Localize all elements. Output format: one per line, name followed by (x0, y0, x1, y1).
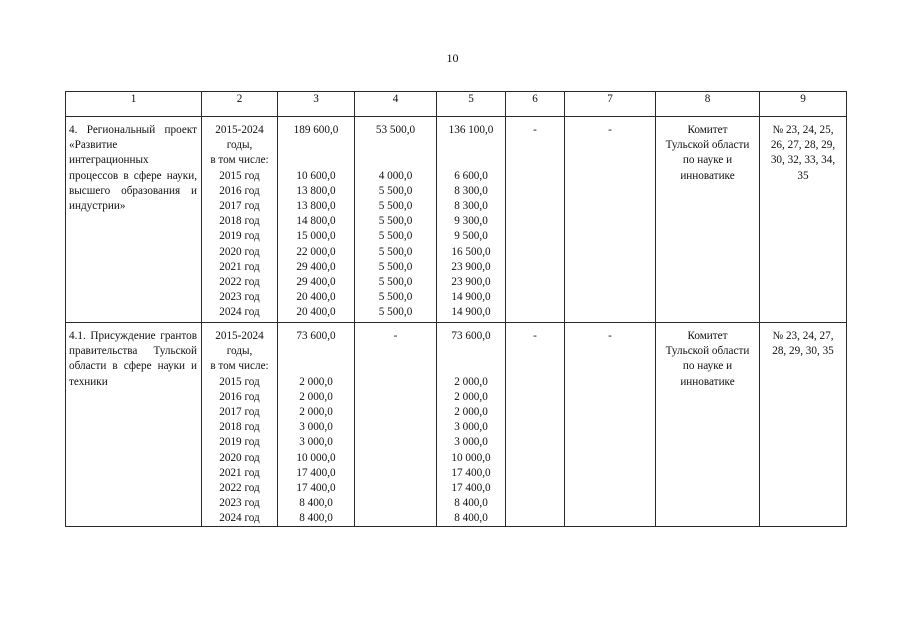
responsible-cell (656, 323, 760, 527)
col3-value: 20 400,0 (296, 306, 336, 319)
year-label: 2023 год (219, 497, 260, 510)
period-cell (202, 117, 278, 323)
item-name: 4. Региональный проект «Развитие интеграционных процессов в сфере науки, высшего образования и индустрии» (69, 124, 197, 213)
col3-value: 3 000,0 (299, 421, 333, 434)
spacer (278, 344, 354, 374)
col3-value: 15 000,0 (296, 230, 336, 243)
col3-value: 17 400,0 (296, 481, 336, 494)
year-label: 2017 год (219, 405, 260, 418)
col5-total: 136 100,0 (448, 124, 494, 136)
col5-cell (437, 117, 506, 323)
col4-value: 5 500,0 (378, 245, 413, 258)
responsible-line: инноватике (680, 169, 735, 182)
col3-value: 8 400,0 (299, 497, 333, 510)
responsible-line: Тульской области (665, 345, 750, 358)
col5-value: 2 000,0 (454, 405, 488, 418)
col6-value: - (533, 124, 537, 136)
column-header: 5 (437, 92, 506, 117)
col7-cell (565, 323, 656, 527)
col5-value: 3 000,0 (454, 421, 488, 434)
year-label: 2016 год (219, 184, 260, 197)
refs-line: 35 (797, 169, 809, 182)
column-header: 9 (760, 92, 847, 117)
responsible-line: Комитет (687, 330, 728, 342)
refs-cell (760, 117, 847, 323)
col3-value: 2 000,0 (299, 405, 333, 418)
col7-cell (565, 117, 656, 323)
col3-total: 73 600,0 (296, 330, 336, 342)
period-label: в том числе: (210, 360, 269, 373)
col4-value: 5 500,0 (378, 306, 413, 319)
year-label: 2022 год (219, 275, 260, 288)
col3-value: 14 800,0 (296, 215, 336, 228)
col4-value: 5 500,0 (378, 275, 413, 288)
column-header: 6 (506, 92, 565, 117)
period-label: в том числе: (210, 154, 269, 167)
col4-value: 5 500,0 (378, 291, 413, 304)
responsible-line: Комитет (687, 124, 728, 136)
year-label: 2022 год (219, 481, 260, 494)
col5-value: 16 500,0 (451, 245, 491, 258)
year-label: 2020 год (219, 451, 260, 464)
item-name-cell (66, 323, 202, 527)
responsible-line: по науке и (682, 154, 733, 167)
col5-value: 3 000,0 (454, 436, 488, 449)
responsible-line: инноватике (680, 375, 735, 388)
col6-cell (506, 323, 565, 527)
period-label: годы, (226, 139, 253, 152)
column-number-row (66, 92, 847, 117)
col7-value: - (608, 124, 612, 136)
col3-value: 2 000,0 (299, 375, 333, 388)
page-number: 10 (446, 51, 459, 65)
column-header: 8 (656, 92, 760, 117)
responsible-cell (656, 117, 760, 323)
period-cell (202, 323, 278, 527)
col3-value: 20 400,0 (296, 291, 336, 304)
col4-cell (355, 117, 437, 323)
col7-value: - (608, 330, 612, 342)
col4-value: 5 500,0 (378, 230, 413, 243)
item-name: 4.1. Присуждение грантов правительства Тульской области в сфере науки и техники (69, 330, 197, 388)
col3-value: 22 000,0 (296, 245, 336, 258)
year-label: 2021 год (219, 466, 260, 479)
col4-value: 5 500,0 (378, 184, 413, 197)
col5-total: 73 600,0 (451, 330, 491, 342)
period-label: годы, (226, 345, 253, 358)
year-label: 2015 год (219, 375, 260, 388)
column-header: 3 (278, 92, 355, 117)
spacer (278, 138, 354, 168)
responsible-line: Тульской области (665, 139, 750, 152)
col3-value: 8 400,0 (299, 512, 333, 525)
year-label: 2019 год (219, 436, 260, 449)
col5-value: 14 900,0 (451, 306, 491, 319)
col3-value: 10 600,0 (296, 169, 336, 182)
col4-value: 4 000,0 (378, 169, 413, 182)
col5-value: 8 300,0 (454, 184, 488, 197)
col3-value: 2 000,0 (299, 390, 333, 403)
refs-line: 26, 27, 28, 29, (770, 139, 836, 152)
col4-value: 5 500,0 (378, 260, 413, 273)
col5-value: 2 000,0 (454, 375, 488, 388)
col3-value: 10 000,0 (296, 451, 336, 464)
col5-value: 8 400,0 (454, 497, 488, 510)
col3-value: 17 400,0 (296, 466, 336, 479)
col3-total: 189 600,0 (293, 124, 339, 136)
year-label: 2018 год (219, 215, 260, 228)
col5-value: 2 000,0 (454, 390, 488, 403)
col6-value: - (533, 330, 537, 342)
col5-value: 9 300,0 (454, 215, 488, 228)
period-label: 2015-2024 (215, 330, 264, 342)
column-header: 7 (565, 92, 656, 117)
col5-value: 23 900,0 (451, 260, 491, 273)
refs-line: № 23, 24, 27, (772, 330, 834, 342)
col4-value: 5 500,0 (378, 215, 413, 228)
col5-value: 6 600,0 (454, 169, 488, 182)
col6-cell (506, 117, 565, 323)
year-label: 2018 год (219, 421, 260, 434)
period-label: 2015-2024 (215, 124, 264, 136)
col5-value: 23 900,0 (451, 275, 491, 288)
table-row (66, 323, 847, 527)
col3-value: 3 000,0 (299, 436, 333, 449)
year-label: 2020 год (219, 245, 260, 258)
spacer (437, 138, 505, 168)
responsible-line: по науке и (682, 360, 733, 373)
year-label: 2023 год (219, 291, 260, 304)
spacer (437, 344, 505, 374)
column-header: 2 (202, 92, 278, 117)
col4-total: 53 500,0 (375, 124, 416, 136)
year-label: 2015 год (219, 169, 260, 182)
refs-line: № 23, 24, 25, (772, 124, 834, 136)
col3-value: 29 400,0 (296, 260, 336, 273)
col3-value: 29 400,0 (296, 275, 336, 288)
col5-value: 14 900,0 (451, 291, 491, 304)
spacer (355, 344, 436, 374)
year-label: 2017 год (219, 199, 260, 212)
col5-value: 8 400,0 (454, 512, 488, 525)
col3-value: 13 800,0 (296, 184, 336, 197)
col4-value: 5 500,0 (378, 199, 413, 212)
program-table (65, 91, 847, 527)
item-name-cell (66, 117, 202, 323)
year-label: 2016 год (219, 390, 260, 403)
year-label: 2019 год (219, 230, 260, 243)
refs-line: 28, 29, 30, 35 (772, 345, 834, 358)
refs-cell (760, 323, 847, 527)
year-label: 2024 год (219, 512, 260, 525)
col5-value: 17 400,0 (451, 466, 491, 479)
col5-value: 17 400,0 (451, 481, 491, 494)
year-label: 2021 год (219, 260, 260, 273)
col5-value: 9 500,0 (454, 230, 488, 243)
col3-cell (278, 323, 355, 527)
col5-cell (437, 323, 506, 527)
refs-line: 30, 32, 33, 34, (770, 154, 836, 167)
year-label: 2024 год (219, 306, 260, 319)
column-header: 1 (66, 92, 202, 117)
spacer (355, 138, 436, 168)
col4-cell (355, 323, 437, 527)
col5-value: 10 000,0 (451, 451, 491, 464)
column-header: 4 (355, 92, 437, 117)
col4-total: - (393, 330, 398, 342)
col3-value: 13 800,0 (296, 199, 336, 212)
table-row (66, 117, 847, 323)
col3-cell (278, 117, 355, 323)
col5-value: 8 300,0 (454, 199, 488, 212)
